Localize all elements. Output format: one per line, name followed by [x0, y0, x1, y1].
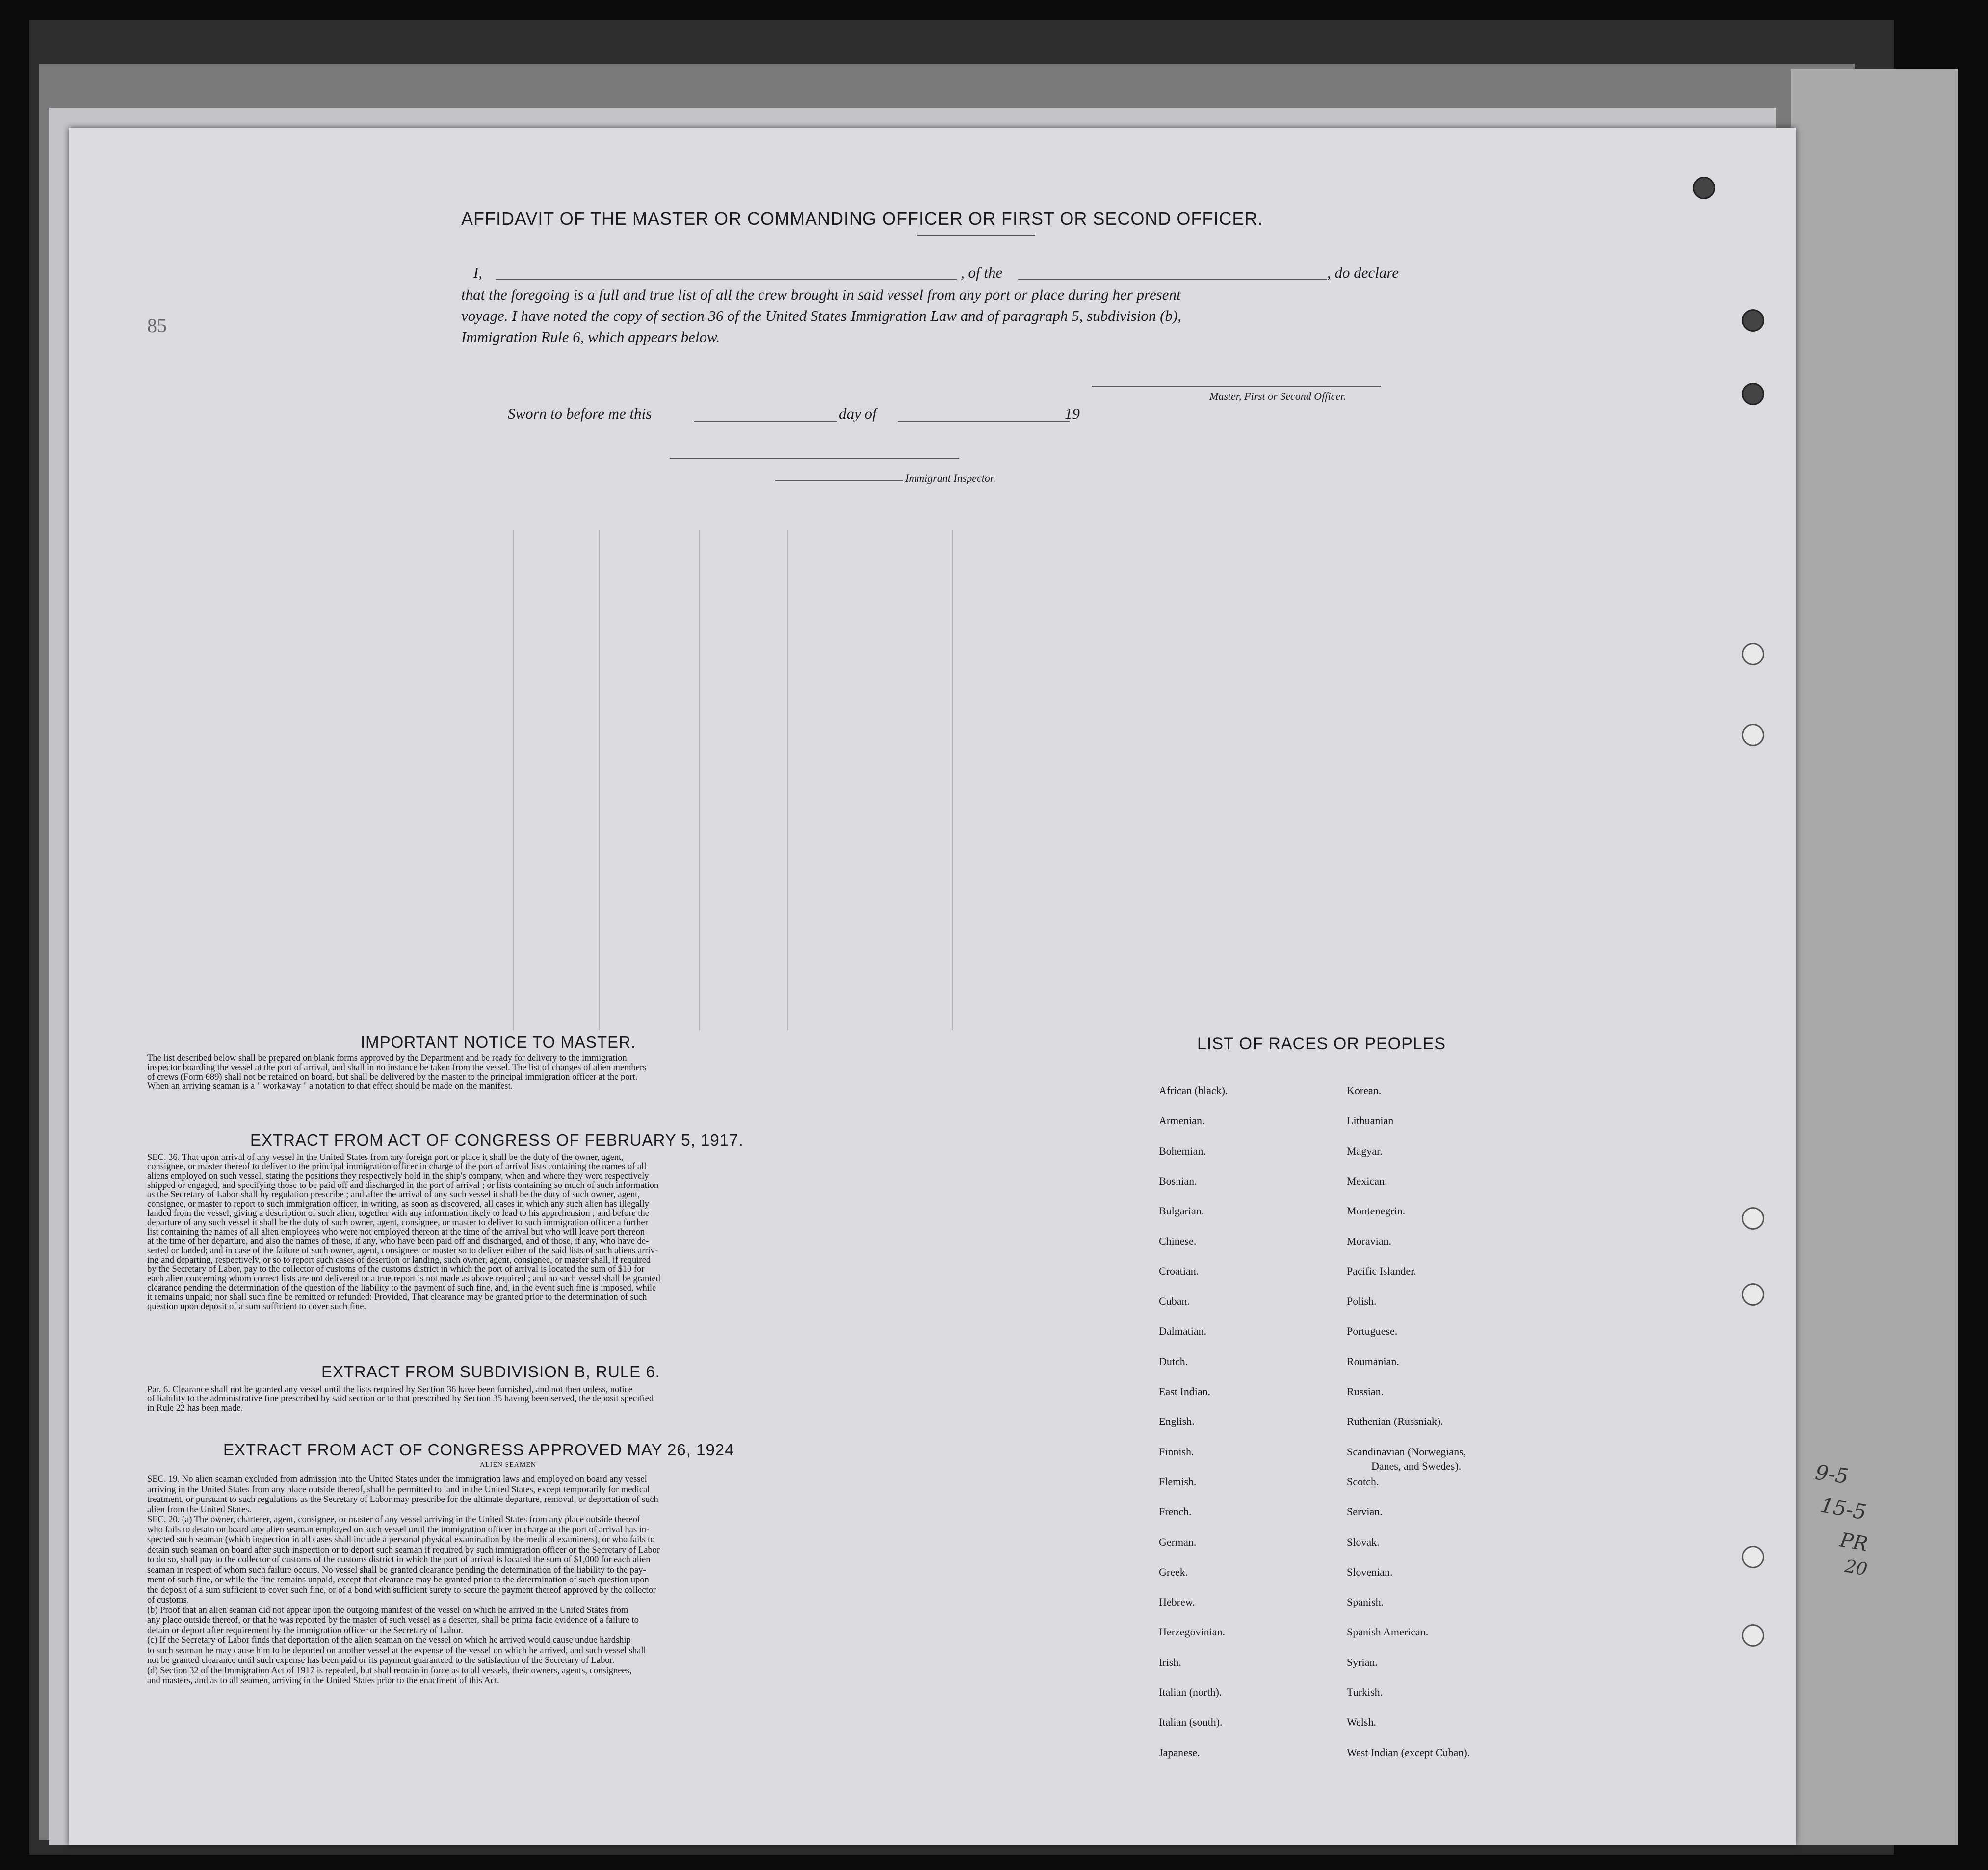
race-item: Chinese. — [1159, 1235, 1197, 1247]
punch-hole — [1742, 1207, 1764, 1230]
punch-hole — [1742, 1283, 1764, 1306]
race-item: Japanese. — [1159, 1746, 1200, 1759]
act-1924-line: who fails to detain on board any alien seaman employed on such vessel until the immigration officer in charge at the port of arrival has in- — [147, 1525, 650, 1535]
race-item: Russian. — [1347, 1385, 1384, 1397]
act-1924-line: and masters, and as to all seamen, arriving in the United States prior to the enactment of this Act. — [147, 1676, 499, 1686]
act-1924-line: (d) Section 32 of the Immigration Act of 1917 is repealed, but shall remain in force as to all vessels, their owners, agents, consignees, — [147, 1665, 632, 1676]
handwritten-note: 15-5 — [1818, 1493, 1868, 1525]
rule — [670, 458, 959, 459]
ghost-column-line — [952, 530, 953, 1030]
act-1924-line: ment of such fine, or while the fine remains unpaid, except that clearance may be granted prior to the determination of such question upon — [147, 1575, 649, 1585]
act-1917-line: question upon deposit of a sum sufficient to cover such fine. — [147, 1302, 366, 1312]
act-1924-subtitle: ALIEN SEAMEN — [480, 1461, 537, 1469]
race-item: Moravian. — [1347, 1235, 1392, 1247]
act-1917-line: clearance pending the determination of the question of the liability to the payment of such fine, and, in the event such fine is imposed, while — [147, 1283, 656, 1293]
race-item: Armenian. — [1159, 1114, 1205, 1127]
notice-line: of crews (Form 689) shall not be retained on board, but shall be delivered by the master to the principal immigration officer at the port. — [147, 1072, 638, 1082]
affidavit-i: I, — [473, 264, 483, 281]
act-1917-line: aliens employed on such vessel, stating the positions they respectively hold in the ship's company, when and where they were respectively — [147, 1171, 649, 1181]
ghost-column-line — [513, 530, 514, 1030]
race-item: Welsh. — [1347, 1716, 1376, 1729]
race-item: Croatian. — [1159, 1264, 1199, 1277]
act-1924-line: alien from the United States. — [147, 1504, 252, 1515]
race-item: Finnish. — [1159, 1445, 1194, 1458]
race-item: Hebrew. — [1159, 1596, 1195, 1608]
act-1924-line: (c) If the Secretary of Labor finds that deportation of the alien seaman on the vessel on which he arrived would cause undue hardship — [147, 1635, 631, 1645]
handwritten-note: PR — [1838, 1528, 1870, 1556]
notice-line: The list described below shall be prepared on blank forms approved by the Department and be ready for delivery to the immigration — [147, 1054, 627, 1063]
race-item: Bulgarian. — [1159, 1205, 1204, 1217]
race-item: Servian. — [1347, 1505, 1383, 1518]
affidavit-line-4: Immigration Rule 6, which appears below. — [461, 328, 720, 345]
race-item: Syrian. — [1347, 1656, 1378, 1668]
act-1924-line: the deposit of a sum sufficient to cover such fine, or of a bond with sufficient surety to secure the payment thereof approved by the collector — [147, 1585, 656, 1595]
race-item: Cuban. — [1159, 1295, 1190, 1308]
race-item: English. — [1159, 1415, 1195, 1428]
act-1917-line: as the Secretary of Labor shall by regulation prescribe ; and after the arrival of any such vessel it shall be the duty of such owner, agent, — [147, 1190, 640, 1200]
month-blank[interactable] — [898, 421, 1070, 422]
race-item: Korean. — [1347, 1084, 1382, 1097]
race-item: Italian (north). — [1159, 1686, 1222, 1698]
race-item: Greek. — [1159, 1565, 1188, 1578]
act-1924-line: to such seaman he may cause him to be deported on another vessel at the expense of the vessel on which he arrived, and such vessel shall — [147, 1645, 646, 1656]
race-item: Scandinavian (Norwegians, — [1347, 1445, 1466, 1458]
inspector-signature-blank[interactable] — [775, 480, 903, 481]
act-1924-line: SEC. 19. No alien seaman excluded from admission into the United States under the immigration laws and employed on board any vessel — [147, 1475, 647, 1484]
affidavit-line-3: voyage. I have noted the copy of section 36 of the United States Immigration Law and of paragraph 5, subdivision (b), — [461, 307, 1181, 324]
affidavit-of-the: , of the — [961, 264, 1003, 281]
race-item: Slovak. — [1347, 1535, 1380, 1548]
act-1924-line: detain such seaman on board after such inspection or to deport such seaman if required by such immigration officer or the Secretary of Labor — [147, 1545, 660, 1555]
ghost-column-line — [699, 530, 700, 1030]
act-1924-line: SEC. 20. (a) The owner, charterer, agent, consignee, or master of any vessel arriving in the United States from any place outside thereof — [147, 1515, 641, 1525]
ghost-column-line — [787, 530, 788, 1030]
race-item: Polish. — [1347, 1295, 1377, 1308]
vessel-blank[interactable] — [1018, 279, 1327, 280]
name-blank[interactable] — [496, 279, 957, 280]
punch-hole — [1742, 309, 1764, 332]
rule-6-title: EXTRACT FROM SUBDIVISION B, RULE 6. — [321, 1363, 660, 1381]
year-label: 19 — [1065, 405, 1080, 422]
act-1924-line: of customs. — [147, 1595, 189, 1605]
underlying-sheet-edge — [1791, 69, 1958, 1845]
rule-6-line: Par. 6. Clearance shall not be granted any vessel until the lists required by Section 36 have been furnished, and not then unless, notice — [147, 1385, 632, 1395]
race-item: Slovenian. — [1347, 1565, 1393, 1578]
race-item: Magyar. — [1347, 1144, 1383, 1157]
act-1924-text — [147, 1475, 895, 1686]
race-item: West Indian (except Cuban). — [1347, 1746, 1470, 1759]
notice-text — [147, 1054, 895, 1091]
handwritten-note: 9-5 — [1813, 1460, 1850, 1489]
act-1924-line: treatment, or pursuant to such regulations as the Secretary of Labor may prescribe for the ultimate departure, removal, or deportation of such — [147, 1495, 658, 1504]
race-item: Irish. — [1159, 1656, 1181, 1668]
act-1917-line: consignee, or master thereof to deliver to the principal immigration officer in charge of the port of arrival lists containing the names of all — [147, 1162, 647, 1172]
act-1924-title: EXTRACT FROM ACT OF CONGRESS APPROVED MAY 26, 1924 — [223, 1441, 734, 1459]
affidavit-declare: , do declare — [1327, 264, 1399, 281]
race-item: Roumanian. — [1347, 1355, 1399, 1368]
act-1917-line: list containing the names of all alien employees who were not employed thereon at the time of the arrival but who will leave port thereon — [147, 1227, 645, 1237]
race-item: Flemish. — [1159, 1475, 1197, 1488]
day-blank[interactable] — [694, 421, 837, 422]
race-item: Mexican. — [1347, 1174, 1387, 1187]
punch-hole — [1742, 1546, 1764, 1568]
race-item: Portuguese. — [1347, 1325, 1398, 1338]
rule-6-text — [147, 1385, 895, 1413]
act-1917-line: shipped or engaged, and specifying those to be paid off and discharged in the port of arrival ; or lists containing so much of such information — [147, 1181, 659, 1190]
punch-hole — [1742, 643, 1764, 665]
sworn-label: Sworn to before me this — [508, 405, 652, 422]
rule-6-line: in Rule 22 has been made. — [147, 1403, 243, 1413]
race-item: Montenegrin. — [1347, 1205, 1406, 1217]
act-1917-line: each alien concerning whom correct lists are not delivered or a true report is not made as above required ; and no such vessel shall be granted — [147, 1274, 660, 1284]
act-1924-line: seaman in respect of whom such failure occurs. No vessel shall be granted clearance pending the determination of the liability to the pay- — [147, 1565, 646, 1575]
race-item: Bosnian. — [1159, 1174, 1197, 1187]
act-1917-line: SEC. 36. That upon arrival of any vessel in the United States from any foreign port or place it shall be the duty of the owner, agent, — [147, 1153, 624, 1162]
act-1924-line: arriving in the United States from any place outside thereof, shall be permitted to land in the United States, except temporarily for medical — [147, 1484, 650, 1495]
race-item: Herzegovinian. — [1159, 1626, 1225, 1638]
act-1924-line: to do so, shall pay to the collector of customs of the customs district in which the port of arrival is located the sum of $1,000 for each alien — [147, 1555, 651, 1565]
race-item: Lithuanian — [1347, 1114, 1394, 1127]
race-item: Turkish. — [1347, 1686, 1383, 1698]
race-item-continued: Danes, and Swedes). — [1371, 1460, 1462, 1472]
notice-title: IMPORTANT NOTICE TO MASTER. — [361, 1033, 636, 1051]
race-item: East Indian. — [1159, 1385, 1211, 1397]
affidavit-line-2: that the foregoing is a full and true list of all the crew brought in said vessel from any port or place during her present — [461, 286, 1181, 303]
punch-hole — [1742, 383, 1764, 405]
master-signature-label: Master, First or Second Officer. — [1209, 390, 1346, 402]
act-1917-line: at the time of her departure, and also the names of those, if any, who have been paid off and discharged, and of those, if any, who have de- — [147, 1237, 649, 1246]
race-item: Ruthenian (Russniak). — [1347, 1415, 1443, 1428]
race-item: Dutch. — [1159, 1355, 1188, 1368]
act-1924-line: any place outside thereof, or that he was reported by the master of such vessel as a deserter, shall be prima facie evidence of a failure to — [147, 1615, 639, 1625]
act-1924-line: detain or deport after requirement by the immigration officer or the Secretary of Labor. — [147, 1625, 463, 1635]
act-1917-line: serted or landed; and in case of the failure of such owner, agent, consignee, or master so to deliver either of the said lists of such aliens arriv- — [147, 1246, 658, 1256]
ghost-column-line — [599, 530, 600, 1030]
act-1924-line: not be granted clearance until such expense has been paid or its payment guaranteed to the satisfaction of the Secretary of Labor. — [147, 1656, 615, 1665]
notice-line: inspector boarding the vessel at the port of arrival, and shall in no instance be taken from the vessel. The list of changes of alien members — [147, 1063, 647, 1073]
races-title: LIST OF RACES OR PEOPLES — [1197, 1034, 1446, 1053]
race-item: German. — [1159, 1535, 1197, 1548]
act-1917-line: by the Secretary of Labor, pay to the collector of customs of the customs district in which the port of arrival is located the sum of $10 for — [147, 1264, 645, 1274]
act-1917-line: ing and departing, respectively, or so to report such cases of desertion or landing, such owner, agent, consignee, or master shall, if required — [147, 1255, 651, 1265]
handwritten-note: 20 — [1843, 1556, 1869, 1580]
day-of-label: day of — [839, 405, 877, 422]
race-item: Scotch. — [1347, 1475, 1379, 1488]
race-item: Pacific Islander. — [1347, 1264, 1416, 1277]
affidavit-title: AFFIDAVIT OF THE MASTER OR COMMANDING OFFICER OR FIRST OR SECOND OFFICER. — [461, 209, 1263, 229]
race-item: French. — [1159, 1505, 1192, 1518]
act-1917-title: EXTRACT FROM ACT OF CONGRESS OF FEBRUARY 5, 1917. — [250, 1131, 744, 1149]
race-item: Italian (south). — [1159, 1716, 1223, 1729]
race-item: Bohemian. — [1159, 1144, 1206, 1157]
act-1917-line: departure of any such vessel it shall be the duty of such owner, agent, consignee, or master to deliver to such immigration officer a further — [147, 1218, 648, 1228]
rule — [917, 235, 1035, 236]
race-item: Dalmatian. — [1159, 1325, 1207, 1338]
punch-hole — [1693, 177, 1715, 199]
act-1917-text — [147, 1153, 895, 1312]
punch-hole — [1742, 1624, 1764, 1647]
act-1924-line: spected such seaman (which inspection in all cases shall include a personal physical examination by the medical examiners), or who fails to — [147, 1535, 655, 1545]
punch-hole — [1742, 724, 1764, 746]
margin-number: 85 — [147, 315, 167, 337]
inspector-label: Immigrant Inspector. — [905, 472, 996, 484]
act-1917-line: landed from the vessel, giving a description of such alien, together with any information likely to lead to his apprehension ; and before the — [147, 1209, 649, 1218]
rule-6-line: of liability to the administrative fine prescribed by said section or to that prescribed by Section 35 having been served, the deposit specified — [147, 1394, 654, 1404]
race-item: Spanish American. — [1347, 1626, 1429, 1638]
signature-blank[interactable] — [1092, 386, 1381, 387]
race-item: African (black). — [1159, 1084, 1228, 1097]
act-1924-line: (b) Proof that an alien seaman did not appear upon the outgoing manifest of the vessel on which he arrived in the United States from — [147, 1605, 628, 1615]
act-1917-line: it remains unpaid; nor shall such fine be remitted or refunded: Provided, That clearance may be granted prior to the determination of such — [147, 1292, 647, 1302]
notice-line: When an arriving seaman is a " workaway " a notation to that effect should be made on the manifest. — [147, 1081, 513, 1091]
act-1917-line: consignee, or master to report to such immigration officer, in writing, as soon as discovered, all cases in which any such alien has illegally — [147, 1199, 649, 1209]
race-item: Spanish. — [1347, 1596, 1384, 1608]
